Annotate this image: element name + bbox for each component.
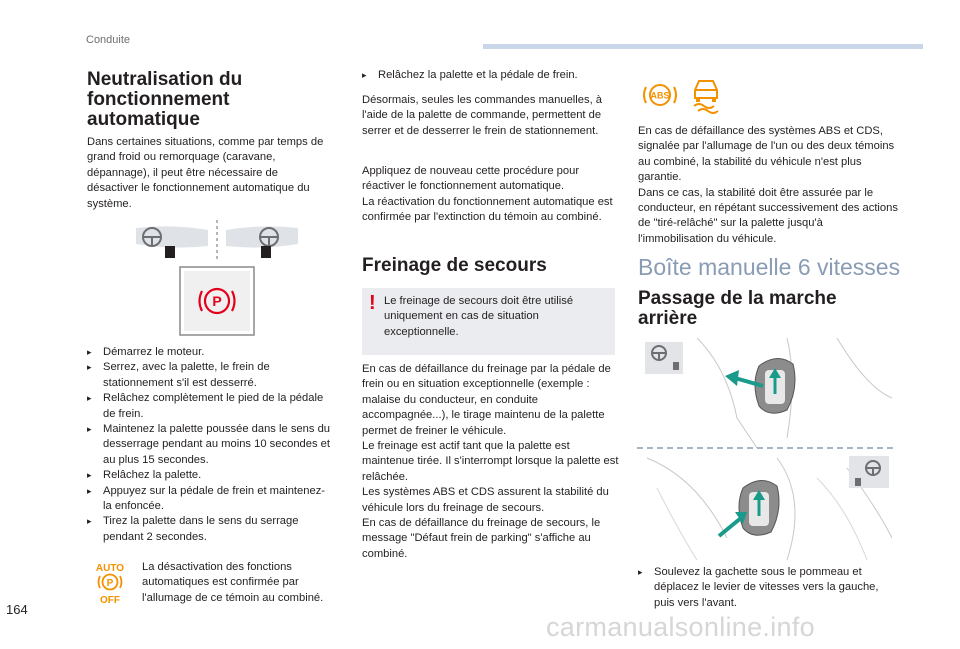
abs-cds-text: En cas de défaillance des systèmes ABS et CDS, signalée par l'allumage de l'un ou des deux témoins au combiné, la stabilité du véhicule n'est plus garantie. Dans ce cas, la stabilité doit être assurée par le conducteur, en répétant successivement des actions de "tiré-relâché" sur la palette jusqu'à l'immobilisation du véhicule. xyxy=(638,125,898,245)
list-item: ▸ Relâchez la palette. xyxy=(87,469,202,482)
auto-note: La désactivation des fonctions automatiques est confirmée par l'allumage de ce témoin au combiné. xyxy=(142,561,324,604)
release-step xyxy=(362,68,617,83)
list-item: ▸ Démarrez le moteur. xyxy=(87,346,205,358)
off-label: OFF xyxy=(100,595,120,606)
gear-lever-illustration xyxy=(637,338,897,560)
abs-warning-icon xyxy=(640,80,680,110)
parking-brake-letter: P xyxy=(212,293,222,309)
watermark: carmanualsonline.info xyxy=(546,612,815,642)
list-item: ▸ Relâchez complètement le pied de la pédale de frein. xyxy=(87,392,324,420)
emergency-brake-text: En cas de défaillance du freinage par la pédale de frein ou en situation exceptionnelle (exemple : malaise du conducteur, en conduite accompagnée...), le tirage maintenu de la palette permet de freiner le véhicule. Le freinage est actif tant que la palette est maintenue tirée. Il s'interrompt lorsque la palette est relâchée. Les systèmes ABS et CDS assurent la stabilité du véhicule lors du freinage de secours. En cas de défaillance du freinage de secours, le message "Défaut frein de parking" s'affiche au combiné. xyxy=(362,363,619,560)
reverse-title: Passage de la marche arrière xyxy=(638,288,837,329)
section-label: Conduite xyxy=(86,34,131,46)
reactivation-text: Appliquez de nouveau cette procédure pour réactiver le fonctionnement automatique. La réactivation du fonctionnement automatique est confirmée par l'extinction du témoin au combiné. xyxy=(362,165,613,224)
list-item: ▸ Maintenez la palette poussée dans le sens du desserrage pendant au moins 10 secondes et au plus 15 secondes. xyxy=(87,423,331,466)
neutralisation-title: Neutralisation du fonctionnement automatique xyxy=(87,69,243,130)
manual-controls-text: Désormais, seules les commandes manuelles, à l'aide de la palette de commande, permettent de serrer et de desserrer le frein de stationnement. xyxy=(362,94,603,137)
warning-text: Le freinage de secours doit être utilisé uniquement en cas de situation exceptionnelle. xyxy=(384,295,574,338)
list-item: ▸ Tirez la palette dans le sens du serrage pendant 2 secondes. xyxy=(87,515,299,543)
list-item: ▸ Appuyez sur la pédale de frein et maintenez-la enfoncée. xyxy=(87,484,326,513)
stability-warning-icon xyxy=(688,76,724,114)
auto-p-letter: P xyxy=(106,578,114,589)
auto-label: AUTO xyxy=(95,563,125,574)
warning-icon: ! xyxy=(369,292,376,314)
list-item: ▸ Serrez, avec la palette, le frein de stationnement s'il est desserré. xyxy=(87,361,270,389)
parking-brake-illustration xyxy=(132,220,302,338)
list-item: ▸ Relâchez la palette et la pédale de frein. xyxy=(362,69,578,81)
neutralisation-intro: Dans certaines situations, comme par temps de grand froid ou remorquage (caravane, dépannage), il peut être nécessaire de désactiver le fonctionnement automatique du système. xyxy=(87,136,324,210)
list-item: ▸ Soulevez la gachette sous le pommeau et déplacez le levier de vitesses vers la gauche, puis vers l'avant. xyxy=(638,566,879,609)
auto-off-icon xyxy=(90,560,130,606)
reverse-steps xyxy=(638,565,888,611)
page-number: 164 xyxy=(6,602,28,617)
gearbox-title: Boîte manuelle 6 vitesses xyxy=(638,254,901,280)
header-bar xyxy=(483,44,923,49)
emergency-brake-title: Freinage de secours xyxy=(362,255,547,276)
neutralisation-steps xyxy=(87,345,332,545)
abs-label: ABS xyxy=(650,90,670,101)
